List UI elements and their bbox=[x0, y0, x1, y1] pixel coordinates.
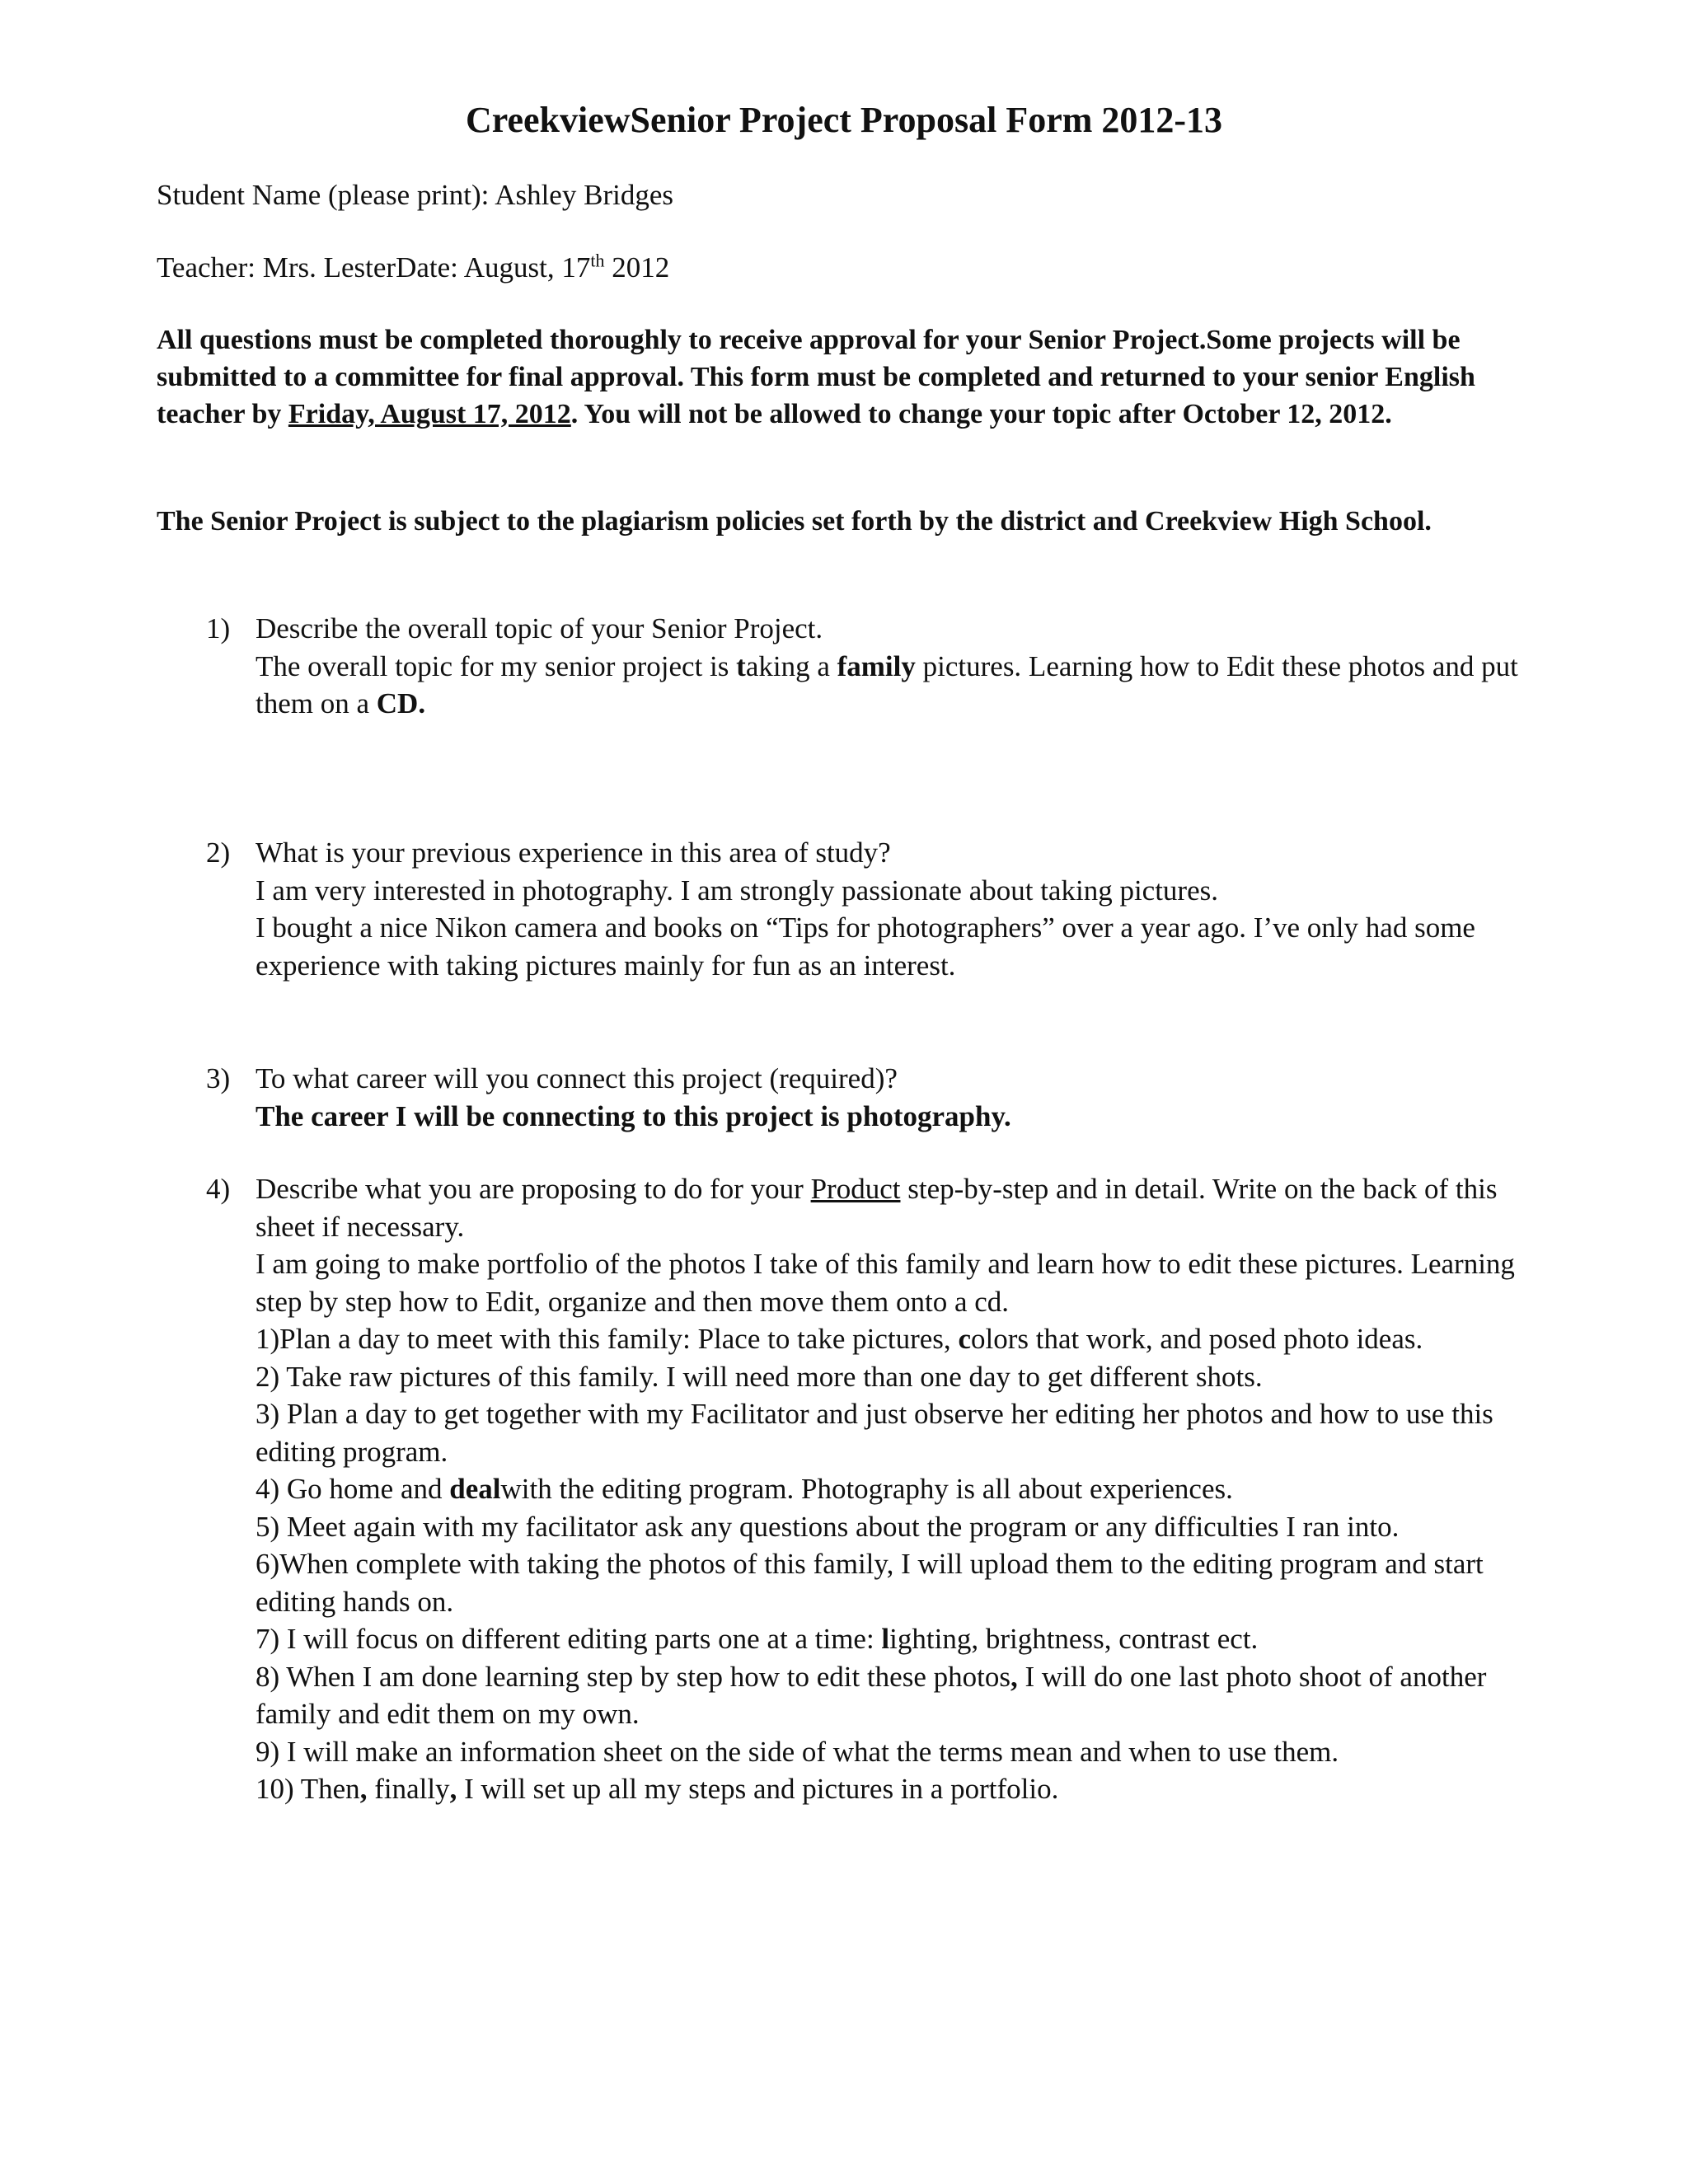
question-3 bbox=[157, 1060, 1541, 1135]
deadline-date: Friday, August 17, 2012 bbox=[288, 399, 571, 429]
step-item: 7) I will focus on different editing parts one at a time: lighting, brightness, contrast ect. bbox=[256, 1623, 1259, 1655]
teacher-value: Mrs. Lester bbox=[262, 251, 396, 284]
step-item: 9) I will make an information sheet on the side of what the terms mean and when to use them. bbox=[256, 1735, 1339, 1768]
answer-intro: I am going to make portfolio of the photos I take of this family and learn how to edit these pictures. Learning step by step how to Edit, organize and then move them onto a cd. bbox=[256, 1248, 1515, 1318]
student-name-label: Student Name (please print): bbox=[157, 179, 490, 211]
answer-text: The career I will be connecting to this project is photography. bbox=[256, 1099, 1011, 1132]
step-item: 1)Plan a day to meet with this family: Place to take pictures, colors that work, and posed photo ideas. bbox=[256, 1323, 1423, 1355]
question-1 bbox=[157, 610, 1541, 723]
product-term: Product bbox=[810, 1173, 901, 1205]
date-value: August, 17th 2012 bbox=[463, 250, 670, 284]
step-item: 8) When I am done learning step by step how to edit these photos, I will do one last photo shoot of another family and edit them on my own. bbox=[256, 1660, 1487, 1730]
answer-text: I bought a nice Nikon camera and books on “Tips for photographers” over a year ago. I’ve only had some experience with taking pictures mainly for fun as an interest. bbox=[256, 912, 1475, 982]
question-text: What is your previous experience in this area of study? bbox=[256, 837, 891, 869]
step-item: 2) Take raw pictures of this family. I will need more than one day to get different shots. bbox=[256, 1360, 1263, 1393]
question-2 bbox=[157, 834, 1541, 984]
question-number: 3) bbox=[206, 1062, 231, 1094]
date-label: Date: bbox=[396, 251, 458, 284]
question-4 bbox=[157, 1170, 1541, 1808]
question-text: To what career will you connect this project (required)? bbox=[256, 1062, 898, 1094]
plagiarism-notice: The Senior Project is subject to the plagiarism policies set forth by the district and Creekview High School. bbox=[157, 506, 1432, 537]
step-item: 5) Meet again with my facilitator ask any questions about the program or any difficulties I ran into. bbox=[256, 1510, 1400, 1543]
step-item: 4) Go home and dealwith the editing program. Photography is all about experiences. bbox=[256, 1473, 1233, 1505]
step-item: 6)When complete with taking the photos of this family, I will upload them to the editing program and start editing hands on. bbox=[256, 1548, 1484, 1618]
page-title: CreekviewSenior Project Proposal Form 2012-13 bbox=[465, 100, 1223, 140]
student-name-value: Ashley Bridges bbox=[495, 179, 673, 211]
student-name-line bbox=[157, 176, 673, 214]
answer-text: The overall topic for my senior project is taking a family pictures. Learning how to Edit these photos and put them on a CD. bbox=[256, 649, 1518, 719]
teacher-date-line bbox=[157, 249, 669, 287]
step-item: 10) Then, finally, I will set up all my steps and pictures in a portfolio. bbox=[256, 1773, 1059, 1805]
question-number: 2) bbox=[206, 837, 231, 869]
instructions-paragraph: All questions must be completed thoroughly to receive approval for your Senior Project.Some projects will be submitted to a committee for final approval. This form must be completed and returned to your senior English teacher by Friday, August 17, 2012. You will not be allowed to change your topic after October 12, 2012. bbox=[157, 325, 1475, 429]
step-item: 3) Plan a day to get together with my Facilitator and just observe her editing her photos and how to use this editing program. bbox=[256, 1398, 1493, 1468]
question-text: Describe what you are proposing to do for your Product step-by-step and in detail. Write on the back of this sheet if necessary. bbox=[256, 1173, 1498, 1243]
question-text: Describe the overall topic of your Senior Project. bbox=[256, 612, 823, 644]
answer-text: I am very interested in photography. I am strongly passionate about taking pictures. bbox=[256, 874, 1218, 907]
question-number: 1) bbox=[206, 612, 231, 644]
teacher-label: Teacher: bbox=[157, 251, 256, 284]
question-number: 4) bbox=[206, 1173, 231, 1205]
